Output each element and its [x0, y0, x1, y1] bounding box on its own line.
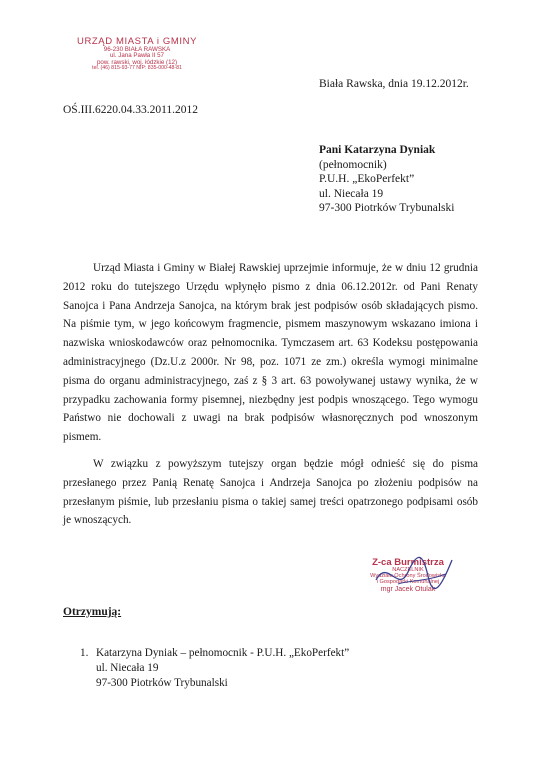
handwritten-signature: [368, 550, 458, 600]
body-paragraph-2: W związku z powyższym tutejszy organ będzie mógł odnieść się do pisma przesłanego przez Panią Renatę Sanojca i Andrzeja Sanojca po złożeniu podpisów na przesłanym piśmie, lub przesłaniu pisma o takiej samej treści opatrzonego podpisami osób je wnoszących.: [63, 457, 478, 527]
recipient-street: ul. Niecała 19: [319, 187, 384, 200]
recipient-company: P.U.H. „EkoPerfekt”: [319, 173, 415, 186]
letterhead-address-2: ul. Jana Pawła II 57: [109, 52, 164, 60]
letter-body: [63, 259, 478, 530]
signature-stamp-title: Z-ca Burmistrza: [372, 557, 444, 568]
letterhead-address-1: 96-230 BIAŁA RAWSKA: [103, 45, 171, 53]
recipient-role: (pełnomocnik): [319, 158, 387, 171]
list-item-number: 1.: [80, 647, 89, 659]
recipient-city: 97-300 Piotrków Trybunalski: [319, 202, 455, 215]
recipient-name: Pani Katarzyna Dyniak: [319, 144, 436, 156]
signature-stamp-name: mgr Jacek Otulak: [380, 585, 436, 593]
reference-number: OŚ.III.6220.04.33.2011.2012: [63, 104, 199, 116]
letterhead-title: URZĄD MIASTA i GMINY: [76, 36, 198, 47]
office-letterhead-stamp: [62, 37, 212, 72]
body-paragraph-1: Urząd Miasta i Gminy w Białej Rawskiej uprzejmie informuje, że w dniu 12 grudnia 2012 roku do tutejszego Urzędu wpłynęło pismo z dnia 06.12.2012r. od Pani Renaty Sanojca i Pana Andrzeja Sanojca, na którym brak jest podpisów osób składających pismo. Na piśmie tym, w jego końcowym fragmencie, pismem maszynowym wskazano imiona i nazwiska wnioskodawców oraz pełnomocnika. Tymczasem art. 63 Kodeksu postępowania administracyjnego (Dz.U.z 2000r. Nr 98, poz. 1071 ze zm.) określa wymogi minimalne pisma do organu administracyjnego, zaś z § 3 art. 63 powoływanej ustawy wynika, że w przypadku zachowania formy pisemnej, niezbędny jest podpis wnoszącego. Tego wymogu Państwo nie dochowali z uwagi na brak podpisów własnoręcznych pod wnoszonym pismem.: [63, 262, 478, 444]
list-item-line-1: Katarzyna Dyniak – pełnomocnik - P.U.H. „EkoPerfekt”: [96, 647, 350, 659]
distribution-list: [80, 646, 349, 691]
list-item-line-3: 97-300 Piotrków Trybunalski: [96, 677, 228, 689]
letterhead-contact: tel. (46) 815-93-77 NIP: 835-000-48-81: [92, 65, 182, 72]
list-item: [80, 646, 349, 691]
received-heading: Otrzymują:: [63, 606, 122, 618]
signature-stamp-line-1: NACZELNIK: [392, 566, 424, 573]
signature-stamp-line-2: Wydziału Ochrony Środowiska: [370, 572, 446, 579]
recipient-address-block: [319, 143, 454, 216]
signature-stamp-line-3: i Gospodarki Komunalnej: [376, 578, 440, 585]
list-item-line-2: ul. Niecała 19: [96, 662, 159, 674]
place-and-date: Biała Rawska, dnia 19.12.2012r.: [319, 78, 469, 90]
letterhead-address-3: pow. rawski, woj. łódzkie (12): [96, 58, 178, 66]
